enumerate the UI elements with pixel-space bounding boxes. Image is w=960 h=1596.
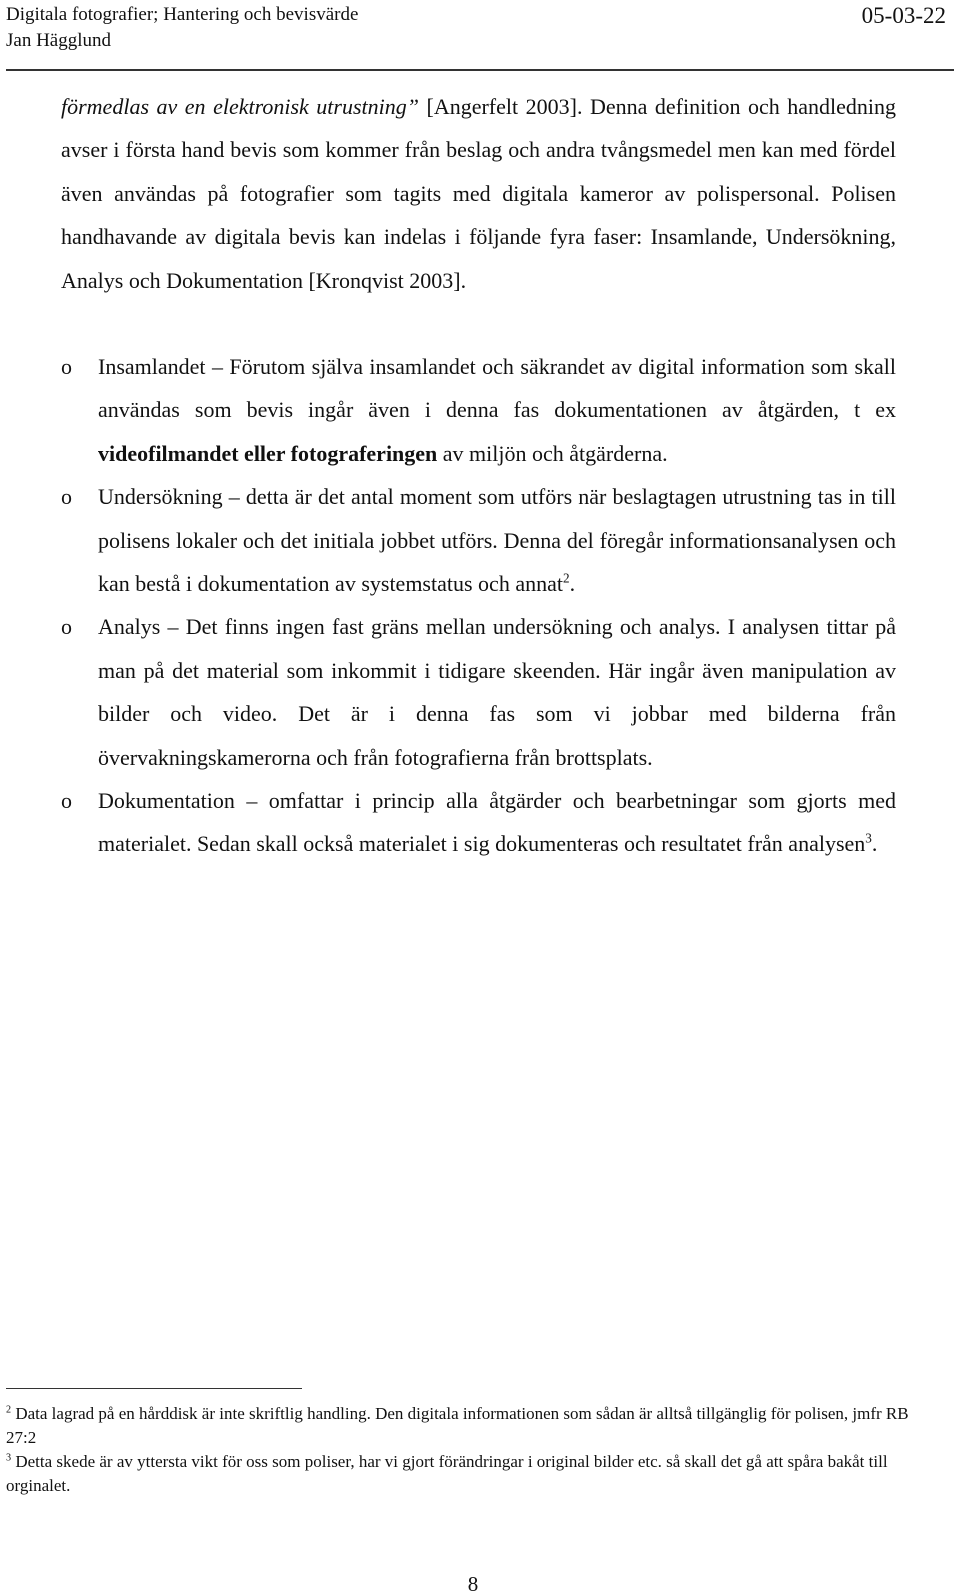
footnotes (6, 1402, 934, 1498)
footnote-text: Detta skede är av yttersta vikt för oss som poliser, har vi gjort förändringar i original bilder etc. så skall det gå att spåra bakåt till orginalet. (6, 1452, 888, 1495)
phase-text: Dokumentation – omfattar i princip alla åtgärder och bearbetningar som gjorts med materialet. Sedan skall också materialet i sig dokumenteras och resultatet från analysen (98, 788, 896, 857)
page-header (6, 2, 358, 54)
document-date: 05-03-22 (861, 3, 946, 28)
footnote-3 (6, 1450, 934, 1498)
footnote-divider (6, 1388, 302, 1389)
header-divider (6, 69, 954, 71)
bullet-marker: o (61, 614, 72, 640)
intro-paragraph (61, 85, 896, 302)
page-number: 8 (467, 1572, 479, 1596)
footnote-ref-2: 2 (562, 570, 570, 586)
bullet-marker: o (61, 788, 72, 814)
intro-italic-quote: förmedlas av en elektronisk utrustning” (61, 94, 419, 119)
document-author: Jan Hägglund (6, 30, 112, 51)
phase-text-end: . (569, 571, 576, 597)
bullet-marker: o (61, 354, 72, 379)
footnote-number: 3 (6, 1452, 12, 1464)
phase-text-end: av miljön och åtgärderna. (437, 440, 668, 466)
list-item-insamlandet (61, 345, 896, 475)
phase-text: Insamlandet – Förutom själva insamlandet och säkrandet av digital information som skall användas som bevis ingår även i denna fas dokumentationen av åtgärden, t ex (98, 354, 896, 423)
intro-text: [Angerfelt 2003]. Denna definition och handledning avser i första hand bevis som kommer från beslag och andra tvångsmedel men kan med fördel även användas på fotografier som tagits med digitala kameror av polispersonal. Polisen handhavande av digitala bevis kan indelas i följande fyra faser: Insamlande, Undersökning, Analys och Dokumentation [Kronqvist 2003]. (61, 94, 896, 293)
footnote-text: Data lagrad på en hårddisk är inte skriftlig handling. Den digitala informationen som sådan är alltså tillgänglig för polisen, jmfr RB 27:2 (6, 1404, 909, 1447)
footnote-number: 2 (6, 1404, 12, 1416)
phase-text: Undersökning – detta är det antal moment som utförs när beslagtagen utrustning tas in till polisens lokaler och det initiala jobbet utförs. Denna del föregår informationsanalysen och kan bestå i dokumentation av systemstatus och annat (98, 484, 896, 597)
phase-text-end: . (871, 831, 878, 857)
list-item-dokumentation (61, 779, 896, 866)
bullet-marker: o (61, 484, 72, 510)
footnote-ref-3: 3 (865, 831, 872, 847)
list-item-undersokning (61, 475, 896, 605)
phase-list (61, 345, 896, 866)
list-item-analys (61, 605, 896, 779)
footnote-2 (6, 1402, 934, 1450)
phase-bold-text: videofilmandet eller fotograferingen (98, 440, 438, 466)
phase-text: Analys – Det finns ingen fast gräns mellan undersökning och analys. I analysen tittar på man på det material som inkommit i tidigare skeenden. Här ingår även manipulation av bilder och video. Det är i denna fas som vi jobbar med bilderna från övervakningskamerorna och från fotografierna från brottsplats. (98, 614, 896, 770)
intro-section (61, 85, 896, 302)
document-title: Digitala fotografier; Hantering och bevisvärde (6, 4, 359, 25)
